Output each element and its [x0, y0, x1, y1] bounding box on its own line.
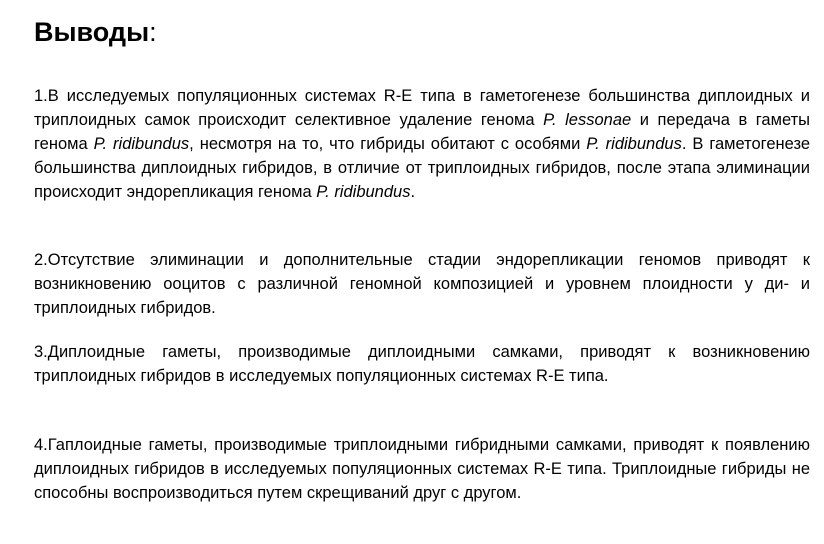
species-name-ridibundus: P. ridibundus	[316, 183, 411, 201]
conclusion-2-number: 2.	[34, 251, 48, 269]
conclusion-2-text: Отсутствие элиминации и дополнительные стадии эндорепликации геномов приводят к возникновению ооцитов с различной геномной композицией и уровнем плоидности у ди- и триплоидных гибридов.	[34, 251, 810, 317]
conclusion-1-number: 1.	[34, 87, 48, 105]
conclusion-1-text: . В гаметогенезе большинства диплоидных гибридов, в отличие от триплоидных гибридов, после этапа элиминации происходит эндорепликация генома	[34, 135, 810, 201]
species-name-lessonae: P. lessonae	[543, 111, 632, 129]
conclusion-4-text: Гаплоидные гаметы, производимые триплоидными гибридными самками, приводят к появлению диплоидных гибридов в исследуемых популяционных системах R-E типа. Триплоидные гибриды не способны воспроизводиться путем скрещиваний друг с другом.	[34, 436, 810, 502]
conclusion-3	[34, 340, 810, 388]
conclusion-3-number: 3.	[34, 343, 48, 361]
species-name-ridibundus: P. ridibundus	[93, 135, 190, 153]
species-name-ridibundus: P. ridibundus	[586, 135, 682, 153]
slide-title-word: Выводы	[34, 17, 150, 47]
conclusion-4-number: 4.	[34, 436, 48, 454]
slide-title-colon: :	[149, 17, 157, 47]
conclusion-2	[34, 248, 810, 320]
conclusion-1-text: В исследуемых популяционных системах R-E типа в гаметогенезе большинства диплоидных и триплоидных самок происходит селективное удаление генома	[34, 87, 810, 129]
conclusion-1-text: , несмотря на то, что гибриды обитают с особями	[189, 135, 587, 153]
conclusion-1-text: .	[410, 183, 416, 201]
conclusion-1	[34, 84, 810, 204]
conclusion-3-text: Диплоидные гаметы, производимые диплоидными самками, приводят к возникновению триплоидных гибридов в исследуемых популяционных системах R-E типа.	[34, 343, 810, 385]
conclusion-1-text: и передача в гаметы генома	[34, 111, 810, 153]
slide-title	[34, 14, 157, 50]
conclusion-4	[34, 433, 810, 505]
